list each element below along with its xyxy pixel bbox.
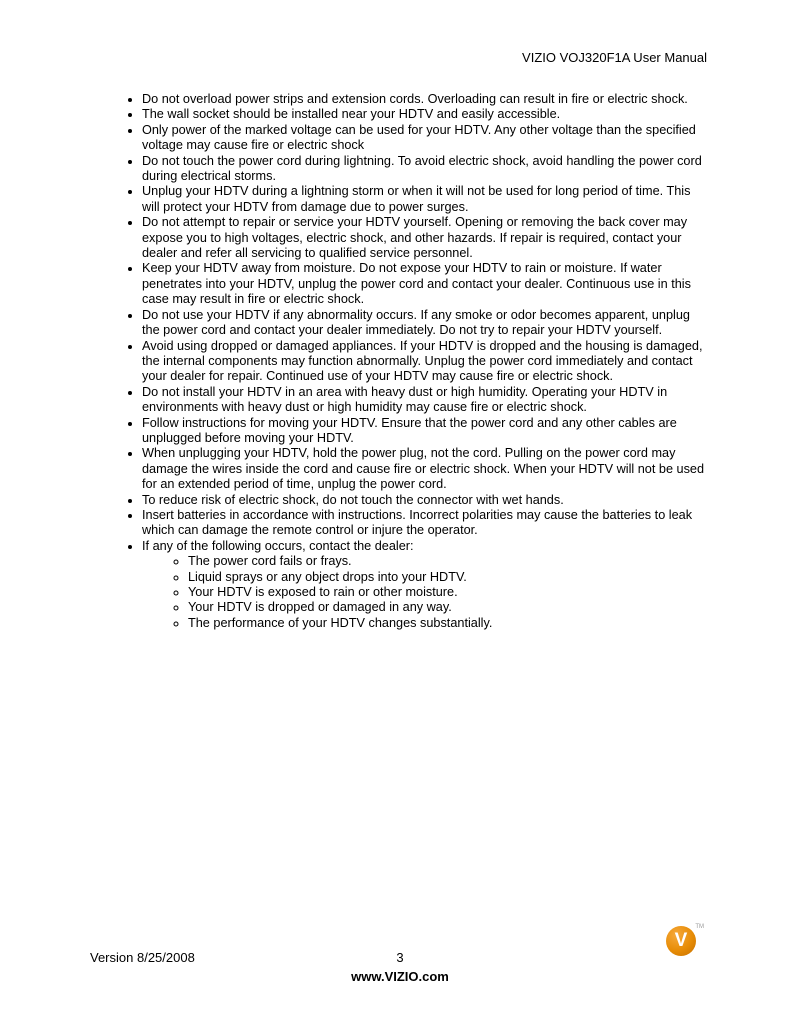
sub-bullet-list xyxy=(142,554,707,631)
sub-bullet-item: ◦ The performance of your HDTV changes substantially. xyxy=(188,616,707,631)
bullet-item: • Avoid using dropped or damaged appliances. If your HDTV is dropped and the housing is damaged, the internal components may function abnormally. Unplug the power cord immediately and contact your dealer for repair. Continued use of your HDTV may cause fire or electric shock. xyxy=(142,339,707,385)
vizio-logo xyxy=(666,924,704,956)
page-header xyxy=(0,50,707,65)
vizio-logo-circle xyxy=(666,926,696,956)
bullet-item: • The wall socket should be installed near your HDTV and easily accessible. xyxy=(142,107,707,122)
bullet-item: • Follow instructions for moving your HDTV. Ensure that the power cord and any other cables are unplugged before moving your HDTV. xyxy=(142,416,707,447)
footer-page-number: 3 xyxy=(396,950,404,965)
bullet-item: • If any of the following occurs, contact the dealer: ◦ The power cord fails or frays. ◦ Liquid sprays or any object drops into your HDTV. ◦ Your HDTV is exposed to rain or other moisture. ◦ Your HDTV is dropped or damaged in any way. ◦ The performance of your HDTV changes substantially. xyxy=(142,539,707,631)
bullet-item: • Unplug your HDTV during a lightning storm or when it will not be used for long period of time. This will protect your HDTV from damage due to power surges. xyxy=(142,184,707,215)
vizio-logo-letter: V xyxy=(674,929,688,951)
sub-bullet-item: ◦ Liquid sprays or any object drops into your HDTV. xyxy=(188,570,707,585)
bullet-item: • Keep your HDTV away from moisture. Do not expose your HDTV to rain or moisture. If water penetrates into your HDTV, unplug the power cord and contact your dealer. Continuous use in this case may result in fire or electric shock. xyxy=(142,261,707,307)
footer-version: Version 8/25/2008 xyxy=(90,950,195,965)
bullet-item: • To reduce risk of electric shock, do not touch the connector with wet hands. xyxy=(142,493,707,508)
bullet-item: • Do not install your HDTV in an area with heavy dust or high humidity. Operating your HDTV in environments with heavy dust or high humidity may cause fire or electric shock. xyxy=(142,385,707,416)
sub-bullet-item: ◦ The power cord fails or frays. xyxy=(188,554,707,569)
bullet-item: • Insert batteries in accordance with instructions. Incorrect polarities may cause the batteries to leak which can damage the remote control or injure the operator. xyxy=(142,508,707,539)
footer-website: www.VIZIO.com xyxy=(351,969,449,984)
trademark-mark: TM xyxy=(695,924,704,930)
bullet-item: • Do not overload power strips and extension cords. Overloading can result in fire or electric shock. xyxy=(142,92,707,107)
bullet-item: • When unplugging your HDTV, hold the power plug, not the cord. Pulling on the power cord may damage the wires inside the cord and cause fire or electric shock. When your HDTV will not be used for an extended period of time, unplug the power cord. xyxy=(142,446,707,492)
safety-bullet-list xyxy=(0,92,707,631)
sub-bullet-item: ◦ Your HDTV is exposed to rain or other moisture. xyxy=(188,585,707,600)
sub-bullet-item: ◦ Your HDTV is dropped or damaged in any way. xyxy=(188,600,707,615)
bullet-item: • Only power of the marked voltage can be used for your HDTV. Any other voltage than the specified voltage may cause fire or electric shock xyxy=(142,123,707,154)
bullet-item: • Do not use your HDTV if any abnormality occurs. If any smoke or odor becomes apparent, unplug the power cord and contact your dealer immediately. Do not try to repair your HDTV yourself. xyxy=(142,308,707,339)
bullet-item: • Do not touch the power cord during lightning. To avoid electric shock, avoid handling the power cord during electrical storms. xyxy=(142,154,707,185)
bullet-item: • Do not attempt to repair or service your HDTV yourself. Opening or removing the back cover may expose you to high voltages, electric shock, and other hazards. If repair is required, contact your dealer and refer all servicing to qualified service personnel. xyxy=(142,215,707,261)
header-title: VIZIO VOJ320F1A User Manual xyxy=(522,50,707,65)
